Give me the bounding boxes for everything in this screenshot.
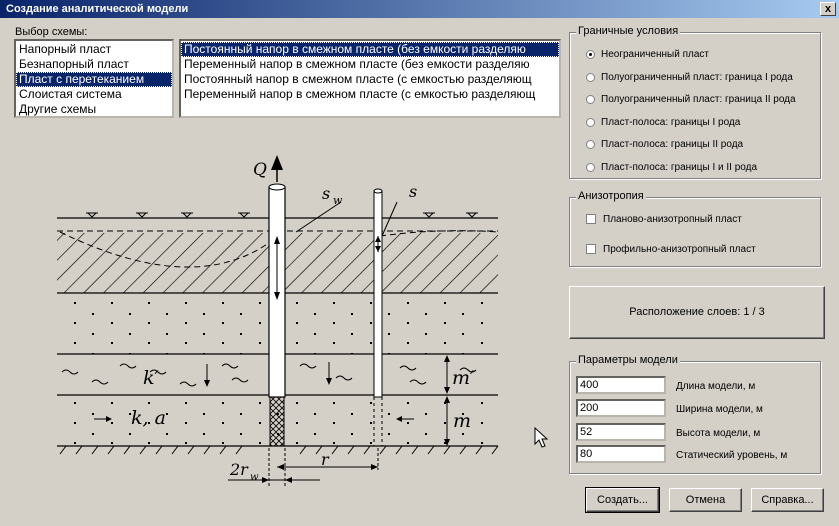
param-input[interactable]: 200 (576, 399, 666, 417)
scheme-list-item[interactable]: Напорный пласт (19, 42, 112, 56)
param-label: Длина модели, м (676, 381, 756, 392)
variant-list-item[interactable]: Постоянный напор в смежном пласте (без емкости разделяю (181, 42, 559, 57)
scheme-list-item[interactable]: Другие схемы (19, 102, 97, 116)
cancel-button[interactable]: Отмена (669, 488, 742, 512)
variant-list-item[interactable]: Переменный напор в смежном пласте (без емкости разделяю (184, 57, 530, 71)
label-mprime: m′ (452, 367, 475, 389)
param-label: Статический уровень, м (676, 450, 788, 461)
boundary-option-label: Пласт-полоса: границы II рода (601, 139, 744, 150)
params-group-title: Параметры модели (578, 354, 678, 366)
scheme-label: Выбор схемы: (15, 26, 88, 38)
create-button[interactable]: Создать... (586, 488, 659, 512)
anisotropy-option-label: Профильно-анизотропный пласт (603, 244, 756, 255)
label-s: s (409, 182, 418, 201)
boundary-group-title: Граничные условия (578, 25, 679, 37)
label-ka: k, a (131, 407, 166, 429)
label-sw-sub: w (333, 194, 343, 207)
close-button[interactable]: x (820, 2, 836, 16)
label-sw: s (322, 184, 331, 203)
label-r: r (321, 450, 329, 469)
scheme-list-item[interactable]: Пласт с перетеканием (16, 72, 172, 87)
help-button[interactable]: Справка... (751, 488, 824, 512)
mouse-cursor-icon (535, 428, 547, 447)
layers-button[interactable]: Расположение слоев: 1 / 3 (569, 286, 825, 339)
param-input[interactable]: 80 (576, 445, 666, 463)
boundary-option-label: Пласт-полоса: границы I и II рода (601, 162, 758, 173)
label-2r: 2r (230, 460, 248, 479)
param-input[interactable]: 400 (576, 376, 666, 394)
boundary-option-label: Полуограниченный пласт: граница I рода (601, 72, 793, 83)
anisotropy-option-label: Планово-анизотропный пласт (603, 214, 742, 225)
main-well (269, 155, 285, 446)
variant-list-item[interactable]: Постоянный напор в смежном пласте (с емкостью разделяющ (184, 72, 532, 86)
scheme-list-item[interactable]: Безнапорный пласт (19, 57, 129, 71)
label-m: m (453, 410, 472, 432)
window-title: Создание аналитической модели (6, 3, 189, 15)
label-2r-sub: w (250, 472, 259, 483)
param-label: Высота модели, м (676, 428, 761, 439)
param-label: Ширина модели, м (676, 404, 763, 415)
scheme-list-item[interactable]: Слоистая система (19, 87, 122, 101)
boundary-option-label: Неограниченный пласт (601, 49, 709, 60)
label-kprime: k′ (143, 367, 159, 389)
variant-list-item[interactable]: Переменный напор в смежном пласте (с емкостью разделяющ (184, 87, 536, 101)
boundary-option-label: Полуограниченный пласт: граница II рода (601, 94, 796, 105)
boundary-option-label: Пласт-полоса: границы I рода (601, 117, 741, 128)
label-q: Q (253, 160, 267, 180)
param-input[interactable]: 52 (576, 423, 666, 441)
anisotropy-group-title: Анизотропия (578, 190, 644, 202)
